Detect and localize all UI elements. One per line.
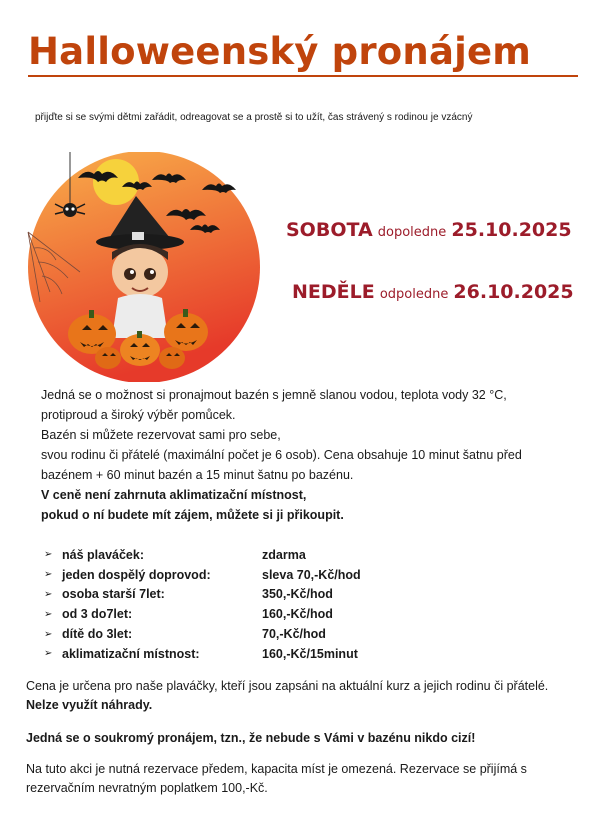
arrow-bullet-icon: ➢ [44,628,53,640]
pumpkin-icon [159,347,185,369]
price-value: 160,-Kč/15minut [262,646,358,661]
price-item [44,585,544,605]
moon-icon [93,159,139,205]
reservation-note: Na tuto akci je nutná rezervace předem, kapacita míst je omezená. Rezervace se přijímá s rezervačním nevratným poplatkem 100,-Kč. [26,762,527,795]
description-bold-line: pokud o ní budete mít zájem, můžete si ji přikoupit. [41,508,344,522]
price-item [44,545,544,565]
arrow-bullet-icon: ➢ [44,549,53,561]
date-saturday [286,219,591,241]
price-label: náš plaváček: [62,547,144,562]
arrow-bullet-icon: ➢ [44,608,53,620]
no-replacement-text: Nelze využít náhrady. [26,698,153,712]
price-info-note [26,677,576,715]
date-value: 26.10.2025 [453,281,574,303]
page-title: Halloweenský pronájem [28,30,532,73]
arrow-bullet-icon: ➢ [44,648,53,660]
price-label: osoba starší 7let: [62,587,165,602]
description-line: bazénem + 60 minut bazén a 15 minut šatnu po bazénu. [41,468,354,482]
character-face [112,244,168,298]
price-item [44,604,544,624]
price-value: 160,-Kč/hod [262,607,333,622]
date-time: odpoledne [379,287,449,302]
halloween-illustration [20,152,262,382]
price-item [44,644,544,664]
price-value: 70,-Kč/hod [262,627,326,642]
date-day: SOBOTA [286,219,373,241]
arrow-bullet-icon: ➢ [44,588,53,600]
date-value: 25.10.2025 [451,219,572,241]
description-line: Jedná se o možnost si pronajmout bazén s jemně slanou vodou, teplota vody 32 °C, [41,388,507,402]
pumpkin-icon [95,347,121,369]
price-item [44,624,544,644]
description-line: svou rodinu či přátelé (maximální počet je 6 osob). Cena obsahuje 10 minut šatnu před [41,448,522,462]
description-line: Bazén si můžete rezervovat sami pro sebe, [41,428,281,442]
price-label: dítě do 3let: [62,627,133,642]
description-bold-line: V ceně není zahrnuta aklimatizační místnost, [41,488,307,502]
price-label: aklimatizační místnost: [62,646,200,661]
description-line: protiproud a široký výběr pomůcek. [41,408,236,422]
price-label: od 3 do7let: [62,607,133,622]
private-rental-note: Jedná se o soukromý pronájem, tzn., že nebude s Vámi v bazénu nikdo cizí! [26,731,476,745]
price-value: 350,-Kč/hod [262,587,333,602]
date-time: dopoledne [377,225,447,240]
price-label: jeden dospělý doprovod: [62,567,211,582]
price-list [44,545,544,664]
description [41,385,561,525]
price-item [44,565,544,585]
date-day: NEDĚLE [292,281,375,303]
arrow-bullet-icon: ➢ [44,569,53,581]
price-value: sleva 70,-Kč/hod [262,567,361,582]
price-value: zdarma [262,547,306,562]
date-sunday [292,281,591,303]
price-info-text: Cena je určena pro naše plaváčky, kteří jsou zapsáni na aktuální kurz a jejich rodinu či přátelé. [26,679,549,693]
subtitle: přijďte si se svými dětmi zařádit, odreagovat se a prostě si to užít, čas strávený s rodinou je vzácný [35,112,473,123]
title-underline [28,75,578,77]
